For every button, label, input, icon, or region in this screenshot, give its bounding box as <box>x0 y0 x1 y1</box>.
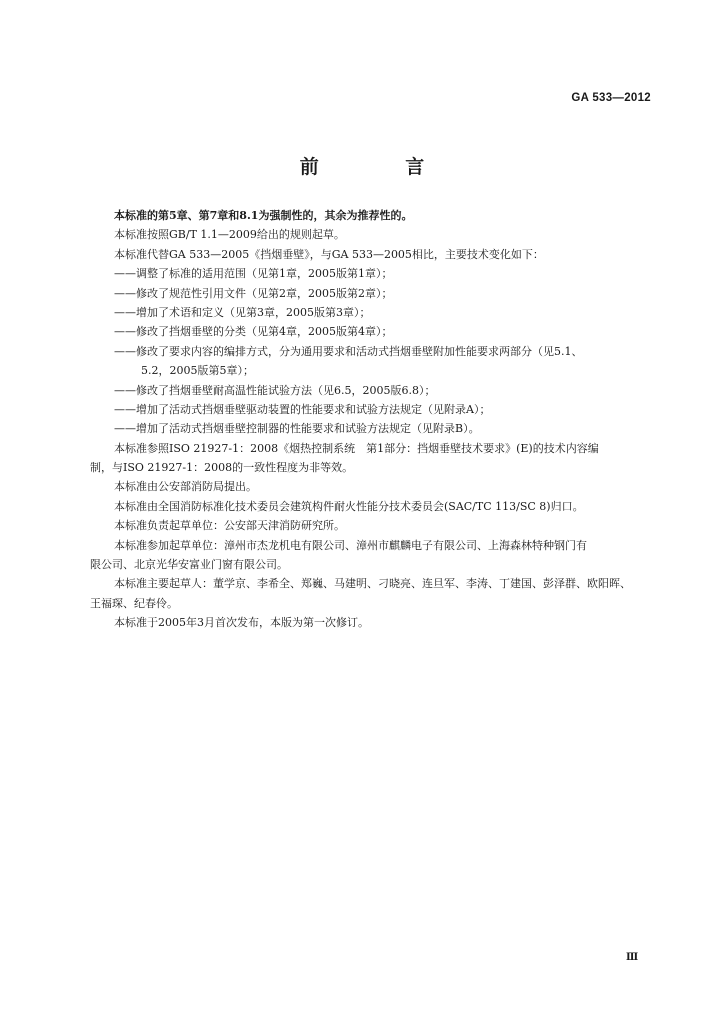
paragraph-line: 本标准主要起草人：董学京、李希全、郑巍、马建明、刁晓亮、连旦军、李涛、丁建国、彭泽群、欧阳晖、 <box>114 577 631 591</box>
page-title: 前 言 <box>299 156 465 178</box>
list-item: ——增加了活动式挡烟垂壁控制器的性能要求和试验方法规定（见附录B）。 <box>114 422 480 436</box>
paragraph-line: 本标准于2005年3月首次发布，本版为第一次修订。 <box>114 616 369 630</box>
standard-code: GA 533—2012 <box>571 92 651 104</box>
paragraph-line: 本标准由公安部消防局提出。 <box>114 480 257 494</box>
list-item: ——增加了术语和定义（见第3章，2005版第3章）； <box>114 305 371 319</box>
paragraph-line: 本标准的第5章、第7章和8.1为强制性的，其余为推荐性的。 <box>114 209 413 222</box>
list-item: ——调整了标准的适用范围（见第1章，2005版第1章）； <box>114 267 393 281</box>
paragraph-continuation: 王福琛、纪春伶。 <box>90 596 178 610</box>
paragraph-line: 本标准由全国消防标准化技术委员会建筑构件耐火性能分技术委员会(SAC/TC 113/SC 8)归口。 <box>114 499 584 513</box>
paragraph-continuation: 制，与ISO 21927-1：2008的一致性程度为非等效。 <box>90 461 354 475</box>
list-item: ——修改了要求内容的编排方式，分为通用要求和活动式挡烟垂壁附加性能要求两部分（见5.1、 <box>114 344 583 358</box>
list-item: ——增加了活动式挡烟垂壁驱动装置的性能要求和试验方法规定（见附录A）； <box>114 402 491 416</box>
list-item: ——修改了规范性引用文件（见第2章，2005版第2章）； <box>114 286 393 300</box>
list-item: ——修改了挡烟垂壁的分类（见第4章，2005版第4章）； <box>114 325 393 339</box>
foreword-body <box>90 206 658 633</box>
paragraph-continuation: 限公司、北京光华安富业门窗有限公司。 <box>90 558 288 572</box>
paragraph-line: 本标准代替GA 533—2005《挡烟垂壁》，与GA 533—2005相比，主要技术变化如下： <box>114 247 544 261</box>
list-item-continuation: 5.2，2005版第5章）； <box>141 364 254 378</box>
page-number: Ⅲ <box>626 952 639 963</box>
paragraph-line: 本标准参加起草单位：漳州市杰龙机电有限公司、漳州市麒麟电子有限公司、上海森林特种钢门有 <box>114 538 587 552</box>
paragraph-line: 本标准按照GB/T 1.1—2009给出的规则起草。 <box>114 228 345 242</box>
paragraph-line: 本标准负责起草单位：公安部天津消防研究所。 <box>114 519 345 533</box>
list-item: ——修改了挡烟垂壁耐高温性能试验方法（见6.5，2005版6.8）； <box>114 383 436 397</box>
paragraph-line: 本标准参照ISO 21927-1：2008《烟热控制系统 第1部分：挡烟垂壁技术要求》(E)的技术内容编 <box>114 441 599 455</box>
